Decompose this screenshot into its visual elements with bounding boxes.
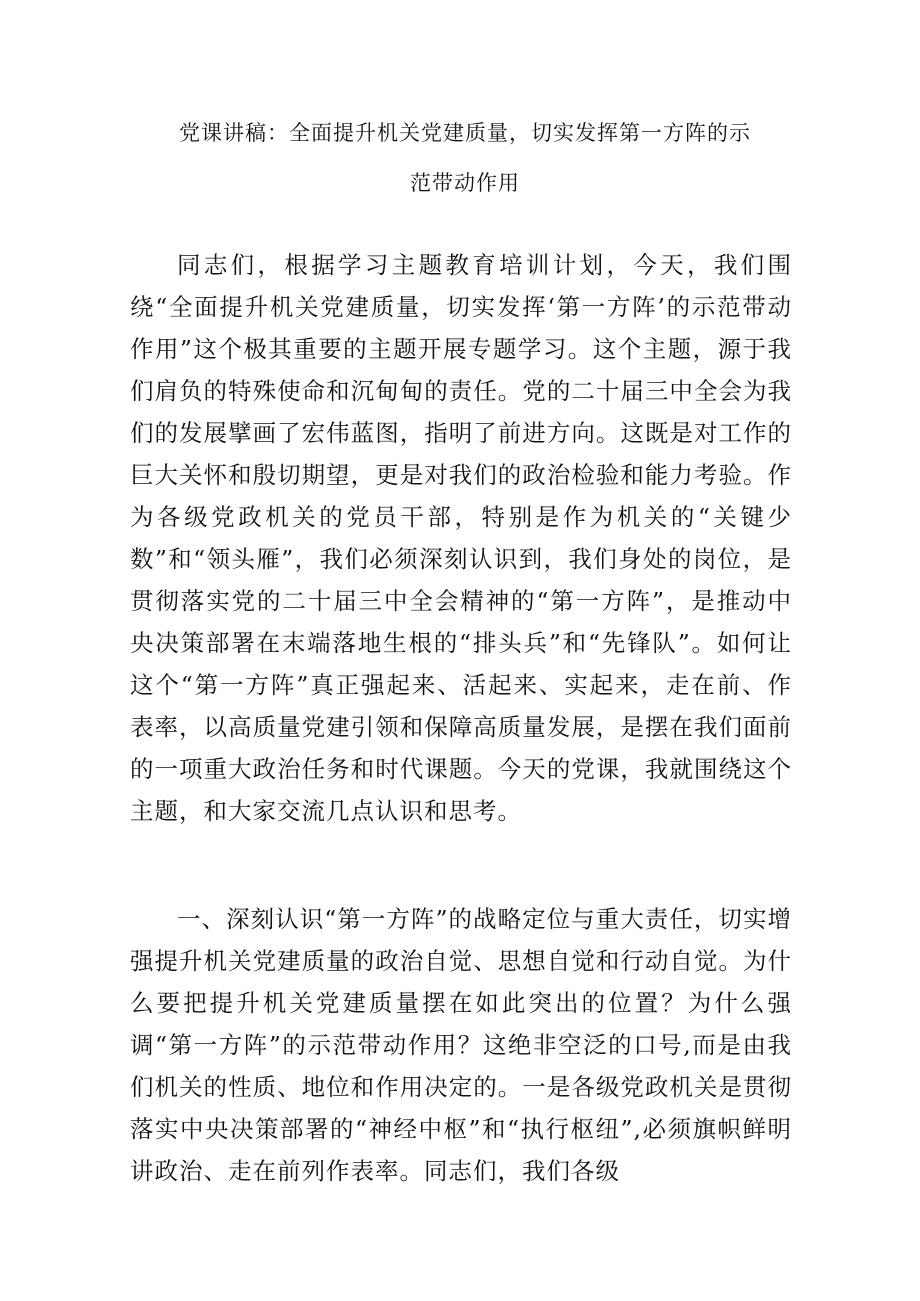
paragraph-section-one: 一、深刻认识“第一方阵”的战略定位与重大责任，切实增强提升机关党建质量的政治自觉、思想自觉和行动自觉。为什么要把提升机关党建质量摆在如此突出的位置？为什么强调“第一方阵”的示范带动作用？这绝非空泛的口号,而是由我们机关的性质、地位和作用决定的。一是各级党政机关是贯彻落实中央决策部署的“神经中枢”和“执行枢纽”,必须旗帜鲜明讲政治、走在前列作表率。同志们，我们各级	[130, 905, 792, 1185]
document-title-line-1: 党课讲稿：全面提升机关党建质量，切实发挥第一方阵的示	[179, 121, 751, 145]
paragraph-intro: 同志们，根据学习主题教育培训计划，今天，我们围绕“全面提升机关党建质量，切实发挥‘第一方阵’的示范带动作用”这个极其重要的主题开展专题学习。这个主题，源于我们肩负的特殊使命和沉甸甸的责任。党的二十届三中全会为我们的发展擘画了宏伟蓝图，指明了前进方向。这既是对工作的巨大关怀和殷切期望，更是对我们的政治检验和能力考验。作为各级党政机关的党员干部，特别是作为机关的“关键少数”和“领头雁”，我们必须深刻认识到，我们身处的岗位，是贯彻落实党的二十届三中全会精神的“第一方阵”，是推动中央决策部署在末端落地生根的“排头兵”和“先锋队”。如何让这个“第一方阵”真正强起来、活起来、实起来，走在前、作表率，以高质量党建引领和保障高质量发展，是摆在我们面前的一项重大政治任务和时代课题。今天的党课，我就围绕这个主题，和大家交流几点认识和思考。	[130, 251, 792, 825]
document-title-line-2: 范带动作用	[410, 171, 520, 195]
